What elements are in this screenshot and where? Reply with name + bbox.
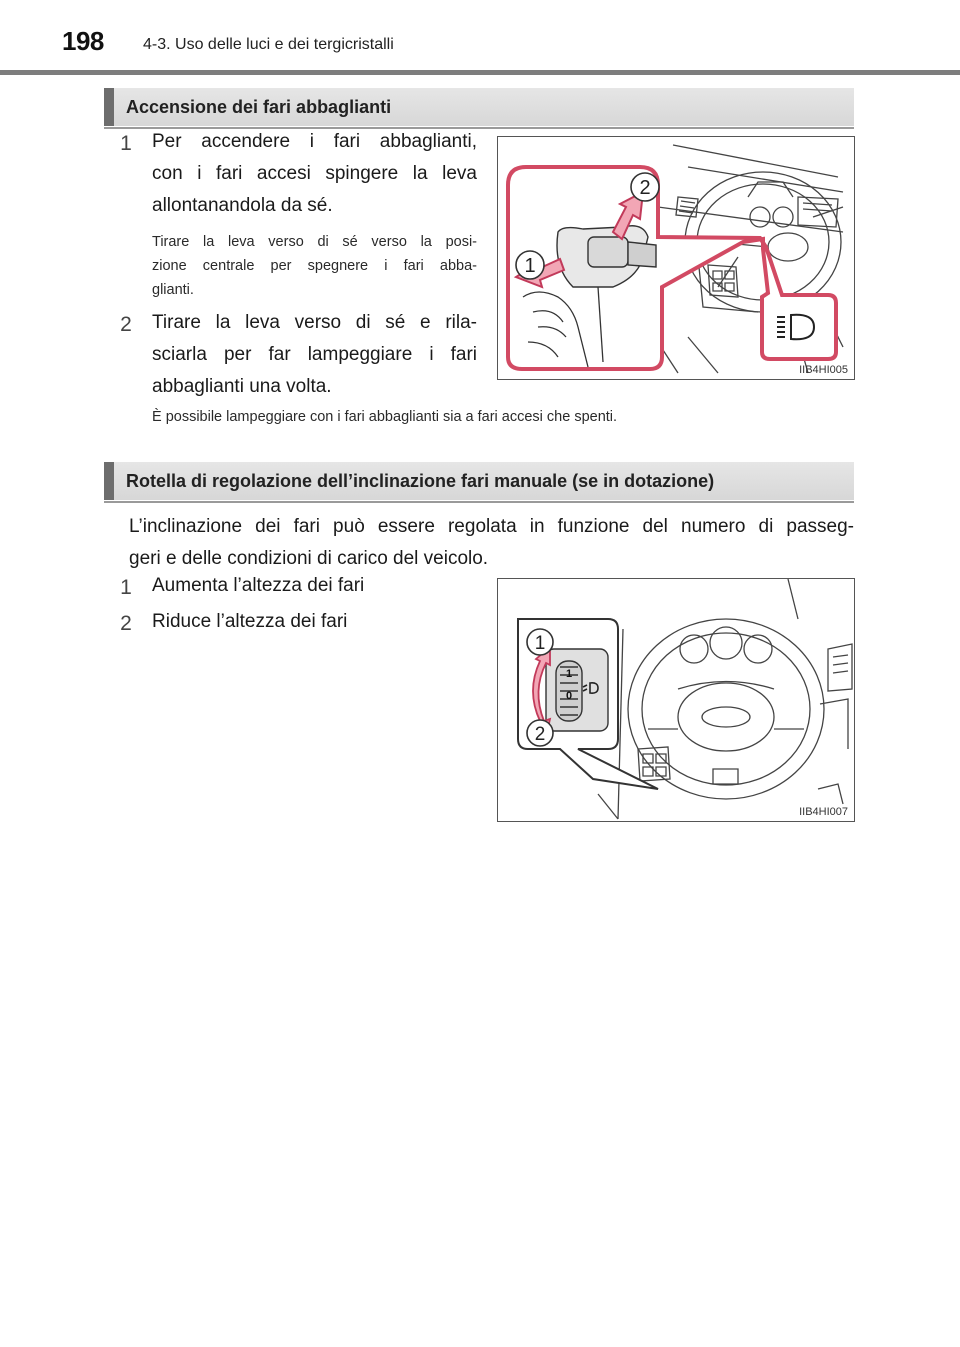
- section-header-headlight-leveling: [104, 462, 854, 500]
- step-1-note-line-3: glianti.: [152, 282, 194, 298]
- section-title: Rotella di regolazione dell’inclinazione fari manuale (se in dotazione): [126, 471, 715, 491]
- section-2-intro-line-1: L’inclinazione dei fari può essere regolata in funzione del numero di passeg-: [129, 516, 854, 537]
- section-header-bar: [104, 88, 114, 126]
- step-1-line-3: allontanandola da sé.: [152, 195, 333, 216]
- step-number-2: 2: [120, 612, 132, 635]
- step-1-note-line-2: zione centrale per spegnere i fari abba-: [152, 258, 477, 274]
- section-title: Accensione dei fari abbaglianti: [126, 97, 392, 117]
- figure-2-callout-1: 1: [534, 633, 546, 654]
- page-number: 198: [62, 26, 104, 56]
- step-2-line-1: Tirare la leva verso di sé e rila-: [152, 312, 477, 333]
- section-header-bar: [104, 462, 114, 500]
- leveling-dial-illustration: [498, 579, 854, 821]
- figure-2-callout-2: 2: [534, 724, 546, 745]
- step-1-line-2: con i fari accesi spingere la leva: [152, 163, 477, 184]
- figure-1-callout-2: 2: [639, 177, 651, 199]
- step-number-2: 2: [120, 313, 132, 336]
- figure-1-code: IIB4HI005: [799, 364, 848, 376]
- step-2-line-3: abbaglianti una volta.: [152, 376, 332, 397]
- header-rule: [0, 70, 960, 75]
- step-2-line-2: sciarla per far lampeggiare i fari: [152, 344, 477, 365]
- dial-label-0: 0: [566, 690, 573, 702]
- figure-1-callout-1: 1: [524, 255, 536, 277]
- step-number-1: 1: [120, 132, 132, 155]
- step-1-text: Aumenta l’altezza dei fari: [152, 575, 365, 596]
- figure-2-code: IIB4HI007: [799, 806, 848, 818]
- figure-leveling-dial: [497, 578, 855, 822]
- step-2-text: Riduce l’altezza dei fari: [152, 611, 348, 632]
- step-1-note-line-1: Tirare la leva verso di sé verso la posi-: [152, 234, 477, 250]
- running-title: 4-3. Uso delle luci e dei tergicristalli: [143, 36, 394, 53]
- dial-label-1: 1: [566, 668, 573, 680]
- high-beam-lever-illustration: [498, 137, 854, 379]
- section-header-high-beams: [104, 88, 854, 126]
- section-underline: [104, 501, 854, 503]
- figure-high-beam-lever: [497, 136, 855, 380]
- section-2-intro-line-2: geri e delle condizioni di carico del veicolo.: [129, 548, 489, 569]
- section-1-note: È possibile lampeggiare con i fari abbaglianti sia a fari accesi che spenti.: [152, 409, 618, 425]
- step-1-line-1: Per accendere i fari abbaglianti,: [152, 131, 477, 152]
- step-number-1: 1: [120, 576, 132, 599]
